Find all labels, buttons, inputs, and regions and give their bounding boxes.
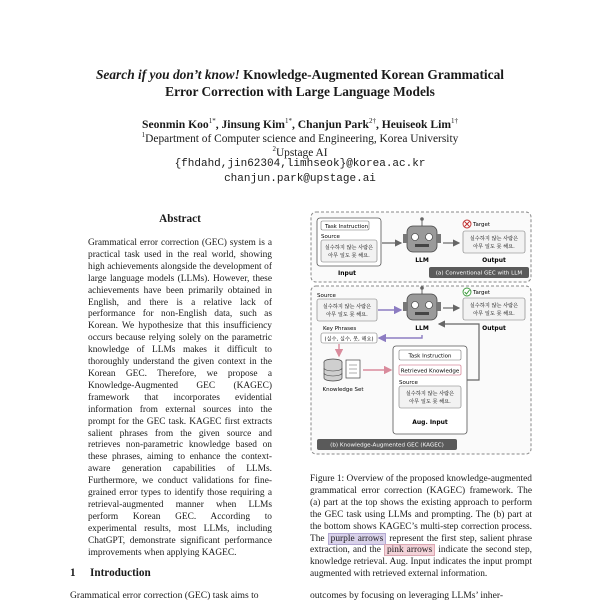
author-name: Chanjun Park [297,117,369,131]
b-aug-input-label: Aug. Input [412,419,448,426]
abstract-text: Grammatical error correction (GEC) system is a practical task used in the real world, showing high achievements alongside the development of large language models (LLMs). However, these achievements have been primarily obtained in English, and there is a relative lack of performance for non-English data, such as Korean. We hypothesize that this insufficiency occurs because relying solely on the parametric knowledge of LLMs makes it difficult to thoroughly understand the given context in the Korean GEC. Therefore, we propose a Knowledge-Augmented GEC (KAGEC) framework that incorporates evidential information from external sources into the prompt for the GEC task. KAGEC first extracts salient phrases from the given source and retrieves non-parametric knowledge based on these phrases, aiming to enhance the context-aware generation capabilities of LLMs. Furthermore, we conduct validations for fine-grained error types to identify those requiring a retrieval-augmented manner when LLMs perform Korean GEC. According to experimental results, most LLMs, including ChatGPT, demonstrate significant performance improvements when applying KAGEC. [88,238,272,558]
title-line2: Error Correction with Large Language Models [165,84,435,99]
b-correct-icon [463,288,471,296]
a-source-text1: 실수하지 않는 사람은 [324,245,374,251]
b-key-phrases-label: Key Phrases [323,326,357,332]
author-sup: 1* [208,117,216,125]
caption-purple-arrows: purple arrows [328,533,387,545]
a-input-label: Input [338,270,356,277]
email-1: {fhdahd,jin62304,limhseok}@korea.ac.kr [174,158,426,170]
b-source-label: Source [317,293,336,299]
b-aug-source-label: Source [399,380,418,386]
figure-1 [309,210,533,458]
a-target-label: Target [473,222,491,228]
database-icon [324,359,342,381]
author-sup: 1† [451,117,458,125]
aff2-sup: 2 [272,145,276,153]
title-part2: Knowledge-Augmented Korean Grammatical [239,67,505,82]
author-sup: 1* [284,117,292,125]
author-list: Seonmin Koo$^{1*}$, Jinsung Kim$^{1*}$, Chanjun Park$^{2\dagger}$, Heuiseok Lim$^{1\dagger}$ [142,117,458,131]
b-aug-text1: 실수하지 않는 사람은 [405,391,455,397]
a-llm-label: LLM [415,257,429,264]
a-output-label: Output [482,257,506,264]
a-task-instruction-label: Task Instruction [325,224,369,230]
a-label-text: (a) Conventional GEC with LLM [435,270,523,277]
aff1-sup: 1 [141,131,146,139]
author-name: Seonmin Koo [142,117,209,131]
b-output-label: Output [482,325,506,332]
caption-pink-arrows: pink arrows [384,544,435,556]
a-source-text2: 아무 일도 못 해요. [328,253,370,259]
section-number: 1 [70,567,76,579]
aff2-text: Upstage AI [275,146,328,159]
b-aug-text2: 아무 일도 못 해요. [409,399,451,405]
b-target-label: Target [473,290,491,296]
b-llm-label: LLM [415,325,429,332]
b-key-phrases-text: (실수, 실수, 못, 해요) [324,336,374,343]
title-part1: Search if you don’t know! [95,67,240,82]
right-column-text: outcomes by focusing on leveraging LLMs’ inher- [310,590,504,601]
b-target-text1: 실수하지 않는 사람은 [469,303,519,309]
b-source-text1: 실수하지 않는 사람은 [322,304,372,310]
b-target-text2: 아무 일도 못 해요. [473,311,515,317]
intro-text: Grammatical error correction (GEC) task aims to [70,590,259,601]
author-name: Jinsung Kim [221,117,285,131]
email-2: chanjun.park@upstage.ai [224,173,376,185]
a-source-label: Source [321,234,340,240]
document-icon [346,360,360,378]
section-title: Introduction [90,567,151,579]
author-name: Heuiseok Lim [381,117,451,131]
a-target-text1: 실수하지 않는 사람은 [469,236,519,242]
caption-part1: Figure 1: Overview of the proposed knowledge-augmented grammatical error correction (KAGEC) framework. The (a) part at the top shows the existing approach to perform the GEC task using LLMs and prompting. The (b) part at the bottom shows KAGEC’s multi-step correction process. The [310,474,532,544]
figure-caption [310,474,532,581]
abstract-heading: Abstract [159,213,201,225]
b-knowledge-set-label: Knowledge Set [322,387,364,393]
kagec-diagram [309,210,533,458]
section-heading-introduction [70,567,151,579]
caption-part2: represent the first step, salient phrase extraction, and the [310,533,533,556]
author-sup: 2† [368,117,376,125]
b-source-text2: 아무 일도 못 해요. [326,312,368,318]
aff1-text: Department of Computer science and Engineering, Korea University [145,132,459,145]
b-retrieved-knowledge-label: Retrieved Knowledge [400,368,460,375]
caption-part3: indicate the second step, knowledge retrieval. Aug. Input indicates the input prompt augmented with retrieved external information. [310,545,532,580]
a-target-text2: 아무 일도 못 해요. [473,244,515,250]
b-label-text: (b) Knowledge-Augmented GEC (KAGEC) [330,442,444,449]
b-task-instruction-label: Task Instruction [408,353,452,360]
paper-title [60,66,540,100]
